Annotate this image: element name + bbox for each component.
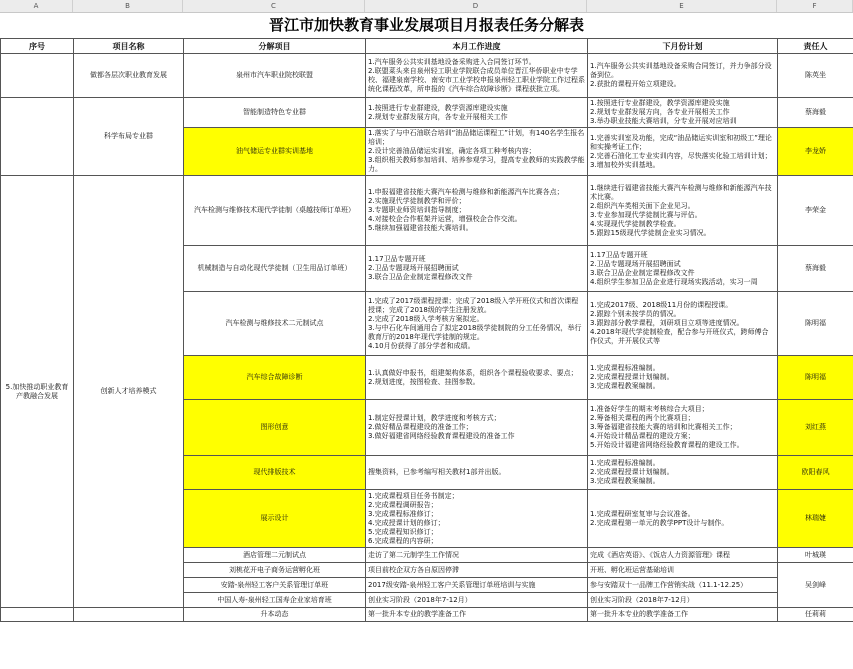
plan-cell[interactable] <box>588 456 778 490</box>
progress-line: 2.规划专业群发展方向，各专业开展相关工作 <box>368 112 508 121</box>
progress-line: 2.做好精品课程建设的准备工作； <box>368 423 473 431</box>
plan-line: 3.专业参加现代学徒制比赛与评估。 <box>590 210 702 219</box>
progress-line: 3.联合卫品企业制定课程修改文件 <box>368 273 473 281</box>
plan-line: 2.完成课程授课计划编制。 <box>590 468 674 476</box>
subproject-cell[interactable]: 刘桃花开电子商务运营孵化班 <box>184 563 366 578</box>
progress-line: 1.完成课程项目任务书制定； <box>368 491 459 500</box>
plan-line: 1.完成2017级、2018级11月份的课程授课。 <box>590 301 733 309</box>
section-seq-cell[interactable]: 5.加快推动职业教育产教融合发展 <box>1 176 74 608</box>
plan-line: 1.17卫品专题开班 <box>590 250 648 259</box>
progress-line: 3.与中石化车间通用合了拟定2018级学徒制院的分工任务情况，举行教育厅的2018年现代学徒制的规定。 <box>368 323 582 341</box>
column-letter-f[interactable]: F <box>777 0 853 12</box>
owner-cell[interactable]: 蔡海毅 <box>778 98 853 128</box>
plan-cell[interactable] <box>588 246 778 292</box>
plan-cell[interactable] <box>588 356 778 400</box>
plan-line: 3.举办职业技能大赛培训，分专业开展对应培训 <box>590 117 737 125</box>
plan-line: 1.继续进行福建省技能大赛汽车检测与维修和新能源汽车技术比赛。 <box>590 183 772 201</box>
project-cell-empty[interactable] <box>74 608 184 622</box>
progress-line: 1.汽车服务公共实训基地设备采购进入合同签订环节。 <box>368 57 536 66</box>
plan-line: 3.增加校外实训基地。 <box>590 160 660 169</box>
owner-cell[interactable]: 陈明福 <box>778 292 853 356</box>
progress-line: 3.专题职业师资培训指导制度； <box>368 206 466 214</box>
plan-line: 3.完成课程教案编制。 <box>590 382 660 390</box>
plan-cell[interactable] <box>588 128 778 176</box>
header-sub[interactable]: 分解项目 <box>184 39 366 54</box>
plan-line: 2.完善石油化工专业实训内容，尽快落实化验工培训计划； <box>590 151 772 160</box>
progress-line: 1.完成了2017级课程授课；完成了2018级入学开班仪式和首次课程授课；完成了2018级的学生注册发放。 <box>368 296 579 314</box>
progress-line: 走访了第二元制学生工作情况 <box>368 550 459 559</box>
plan-line: 1.完善实训室及功能，完成“油品储运实训室和初级工”理论和实操考证工作； <box>590 133 772 151</box>
progress-line: 2.设计完善油品储运实训室，确定各项工种考核内容； <box>368 147 536 155</box>
subproject-cell[interactable]: 升本动态 <box>184 608 366 622</box>
subproject-cell[interactable]: 油气储运专业群实训基地 <box>184 128 366 176</box>
project-cell[interactable]: 创新人才培养模式 <box>74 176 184 608</box>
seq-cell-empty[interactable] <box>1 98 74 176</box>
progress-line: 3.完成课程标准修订； <box>368 509 438 518</box>
owner-cell[interactable]: 欧阳春风 <box>778 456 853 490</box>
progress-line: 4.完成授课计划的修订； <box>368 518 445 527</box>
owner-cell[interactable]: 蔡海毅 <box>778 246 853 292</box>
progress-line: 3.组织相关教师参加培训、培养参观学习，提高专业教师的实践教学能力。 <box>368 156 585 173</box>
progress-line: 2.完成课程调研报告； <box>368 500 438 509</box>
progress-cell[interactable] <box>366 356 588 400</box>
owner-cell[interactable]: 林瑞婕 <box>778 490 853 548</box>
column-letter-e[interactable]: E <box>587 0 777 12</box>
progress-cell[interactable] <box>366 548 588 563</box>
plan-cell[interactable] <box>588 292 778 356</box>
progress-line: 5.完成课程知识修订； <box>368 527 438 536</box>
progress-line: 2.完成了2018级入学考核方案拟定。 <box>368 314 484 323</box>
plan-line: 3.联合卫品企业制定课程修改文件 <box>590 268 695 277</box>
progress-line: 1.17卫品专题开班 <box>368 255 426 263</box>
plan-line: 2.跟踪个别未按学员的情况。 <box>590 310 681 318</box>
owner-cell[interactable]: 李荣金 <box>778 176 853 246</box>
plan-cell[interactable] <box>588 563 778 578</box>
owner-cell[interactable]: 陈明福 <box>778 356 853 400</box>
plan-cell[interactable] <box>588 490 778 548</box>
plan-line: 1.完成课程研室复审与会议准备。 <box>590 509 695 518</box>
progress-cell[interactable] <box>366 593 588 608</box>
plan-line: 开班、孵化班运营基础培训 <box>590 565 674 574</box>
plan-line: 1.按照进行专业群建设，教学资源库建设实施 <box>590 99 730 107</box>
progress-line: 1.认真做好申报书，组建架构体系，组织各个课程验收要求、要点； <box>368 368 578 377</box>
progress-cell[interactable] <box>366 292 588 356</box>
column-letter-b[interactable]: B <box>73 0 183 12</box>
header-plan[interactable]: 下月份计划 <box>588 39 778 54</box>
plan-line: 5.跟踪15级现代学徒制企业实习情况。 <box>590 228 711 237</box>
plan-line: 5.开始设计福建省网络经验教育课程的建设工作。 <box>590 441 744 449</box>
subproject-cell[interactable]: 机械制造与自动化现代学徒制（卫生用品订单班） <box>184 246 366 292</box>
progress-line: 1.落实了与中石油联合培训“油品储运课程工”计划，有140名学生报名培训； <box>368 129 585 146</box>
table-row <box>1 98 853 128</box>
plan-line: 3.跟踪部分教学课程，刘研项目立项等进度情况。 <box>590 319 744 327</box>
progress-line: 5.继续加强福建省技能大赛培训。 <box>368 224 473 232</box>
progress-line: 搜集资料，已参考编写相关教材1部并出版。 <box>368 468 506 476</box>
header-owner[interactable]: 责任人 <box>778 39 853 54</box>
seq-cell-empty[interactable] <box>1 608 74 622</box>
plan-line: 2.完成课程授课计划编制。 <box>590 373 674 381</box>
subproject-cell[interactable]: 汽车检测与维修技术现代学徒制（桌越技师订单班） <box>184 176 366 246</box>
owner-cell[interactable]: 吴剑峰 <box>778 563 853 608</box>
progress-cell[interactable] <box>366 98 588 128</box>
plan-line: 4.2018年现代学徒制检查，配合参与开班仪式，跨师傅合作仪式，并开展仪式等 <box>590 328 769 345</box>
progress-line: 4.10月份获得了部分学者和成绩。 <box>368 341 475 350</box>
plan-line: 2.获批的课程开始立项建设。 <box>590 80 681 88</box>
plan-cell[interactable] <box>588 400 778 456</box>
progress-line: 2.实施现代学徒制教学和评价； <box>368 197 466 205</box>
progress-line: 1.申报福建省技能大赛汽车检测与维修和新能源汽车比赛各点； <box>368 188 564 196</box>
progress-cell[interactable] <box>366 54 588 98</box>
progress-line: 创业实习阶段（2018年7-12月） <box>368 595 472 604</box>
plan-cell[interactable] <box>588 608 778 622</box>
subproject-cell[interactable]: 酒店管理二元制试点 <box>184 548 366 563</box>
plan-cell[interactable] <box>588 593 778 608</box>
subproject-cell[interactable]: 中国人寿-泉州轻工国寿企业家培育班 <box>184 593 366 608</box>
plan-line: 4.组织学生参加卫品企业进行现场实践活动，实习一周 <box>590 277 758 286</box>
column-letter-d[interactable]: D <box>365 0 587 12</box>
progress-line: 项目前校企双方各自原因停滞 <box>368 565 459 574</box>
progress-line: 4.对接校企合作框架并运营，增强校企合作交流。 <box>368 215 522 223</box>
plan-cell[interactable] <box>588 578 778 593</box>
subproject-cell[interactable]: 智能制造特色专业群 <box>184 98 366 128</box>
plan-line: 3.完成课程教案编制。 <box>590 477 660 485</box>
column-letter-a[interactable]: A <box>0 0 73 12</box>
subproject-cell[interactable]: 图形创意 <box>184 400 366 456</box>
owner-cell[interactable]: 陈英坐 <box>778 54 853 98</box>
table-row <box>1 176 853 246</box>
plan-cell[interactable] <box>588 548 778 563</box>
progress-cell[interactable] <box>366 563 588 578</box>
progress-line: 第一批升本专业的教学准备工作 <box>368 610 466 618</box>
plan-cell[interactable] <box>588 176 778 246</box>
plan-line: 2.组织汽车类相关面下企业见习。 <box>590 201 695 210</box>
progress-cell[interactable] <box>366 456 588 490</box>
plan-line: 2.规划专业群发展方向，各专业开展相关工作 <box>590 108 730 116</box>
plan-line: 参与安踏双十一品牌工作营销实战（11.1-12.25） <box>590 580 748 589</box>
header-progress[interactable]: 本月工作进度 <box>366 39 588 54</box>
progress-line: 2017级安踏-泉州轻工客户关系管理订单班培训与实施 <box>368 580 536 589</box>
owner-cell[interactable]: 刘红燕 <box>778 400 853 456</box>
owner-cell[interactable]: 李龙娇 <box>778 128 853 176</box>
header-seq[interactable]: 序号 <box>1 39 74 54</box>
progress-cell[interactable] <box>366 246 588 292</box>
progress-line: 2.规划进度，按图检查、挂图参数。 <box>368 377 480 386</box>
progress-line: 3.做好福建省网络经验教育课程建设的准备工作 <box>368 432 515 440</box>
table-row <box>1 54 853 98</box>
progress-line: 2.联盟菜头来自泉州轻工职业学院联合成员单位晋江华侨职业中专学校、福建泉南学校、南安市工业学校申报泉州轻工职业学院工作过程系统化课程改革，所申报的《汽车综合故障诊断》课程获批立项。 <box>368 66 585 93</box>
plan-line: 2.卫品专题现场开展招聘面试 <box>590 259 681 268</box>
plan-line: 2.完成课程第一单元的教学PPT设计与制作。 <box>590 518 729 527</box>
plan-cell[interactable] <box>588 54 778 98</box>
column-letter-c[interactable]: C <box>183 0 365 12</box>
table-header-row <box>1 39 853 54</box>
plan-line: 1.汽车服务公共实训基地设备采购合同签订，并力争部分设备到位。 <box>590 62 772 79</box>
plan-line: 4.开始设计精品课程的建设方案； <box>590 432 695 440</box>
plan-line: 第一批升本专业的教学准备工作 <box>590 610 688 618</box>
plan-line: 1.完成课程标准编制。 <box>590 364 660 372</box>
task-table <box>0 38 853 622</box>
header-project[interactable]: 项目名称 <box>74 39 184 54</box>
plan-line: 2.筹备相关课程的两个比赛项目； <box>590 414 695 422</box>
progress-cell[interactable] <box>366 578 588 593</box>
progress-cell[interactable] <box>366 128 588 176</box>
plan-line: 创业实习阶段（2018年7-12月） <box>590 595 694 604</box>
plan-line: 完成《酒店英语》、《饭店人力资源管理》课程 <box>590 550 730 559</box>
sheet-title: 晋江市加快教育事业发展项目月报表任务分解表 <box>268 16 584 34</box>
subproject-cell[interactable]: 展示设计 <box>184 490 366 548</box>
table-row <box>1 608 853 622</box>
plan-cell[interactable] <box>588 98 778 128</box>
progress-line: 1.按照进行专业群建设，教学资源库建设实施 <box>368 103 508 112</box>
project-cell[interactable]: 科学布局专业群 <box>74 98 184 176</box>
progress-cell[interactable] <box>366 608 588 622</box>
progress-cell[interactable] <box>366 400 588 456</box>
plan-line: 1.完成课程标准编制。 <box>590 459 660 467</box>
plan-line: 3.筹备福建省技能大赛的培训和比赛相关工作； <box>590 423 737 431</box>
plan-line: 4.实现现代学徒制教学检查。 <box>590 219 681 228</box>
subproject-cell[interactable]: 汽车检测与维修技术二元制试点 <box>184 292 366 356</box>
progress-line: 1.制定好授课计划，教学进度和考核方式； <box>368 414 501 422</box>
owner-cell[interactable]: 任莉莉 <box>778 608 853 622</box>
subproject-cell[interactable]: 汽车综合故障诊断 <box>184 356 366 400</box>
seq-cell-empty[interactable] <box>1 54 74 98</box>
progress-cell[interactable] <box>366 176 588 246</box>
plan-line: 1.准备好学生的期末考核综合大项目； <box>590 405 709 413</box>
subproject-cell[interactable]: 安踏-泉州轻工客户关系管理订单班 <box>184 578 366 593</box>
subproject-cell[interactable]: 现代排版技术 <box>184 456 366 490</box>
progress-cell[interactable] <box>366 490 588 548</box>
progress-line: 6.完成课程的内容研； <box>368 536 438 545</box>
owner-cell[interactable]: 叶城瑛 <box>778 548 853 563</box>
subproject-cell[interactable]: 泉州市汽车职业院校联盟 <box>184 54 366 98</box>
progress-line: 2.卫品专题现场开展招聘面试 <box>368 264 459 272</box>
project-cell[interactable]: 做都各层次职业教育发展 <box>74 54 184 98</box>
